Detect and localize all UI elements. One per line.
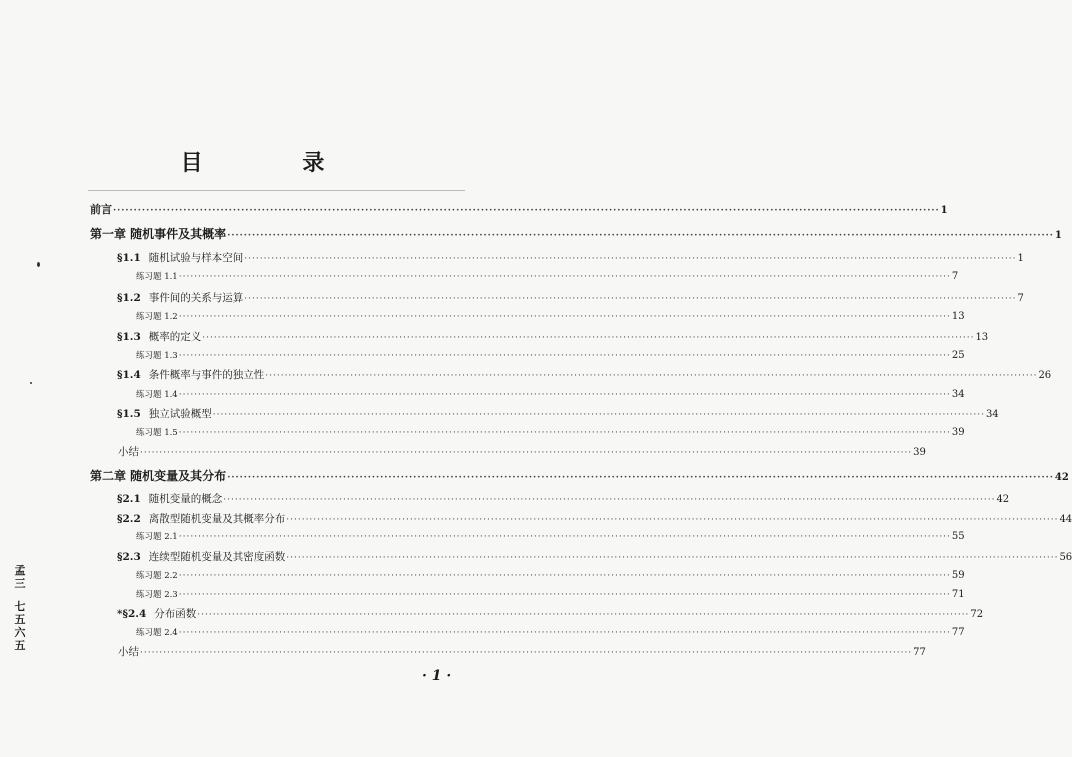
toc-section-row[interactable] — [117, 608, 984, 620]
toc-entry-label — [136, 352, 178, 361]
toc-page-number: 55 — [951, 531, 965, 542]
page-number: · 1 · — [422, 668, 452, 684]
toc-entry-label — [136, 313, 178, 322]
toc-section-number: §2.2 — [117, 513, 141, 525]
toc-entry-label — [117, 409, 212, 420]
toc-section-number: §1.3 — [117, 331, 141, 343]
toc-section-row[interactable] — [118, 646, 926, 658]
page-title: 目 录 — [180, 151, 371, 176]
toc-entry-label — [90, 204, 112, 215]
toc-entry-title: 第一章 随机事件及其概率 — [90, 227, 227, 241]
toc-leader-dots: ········································································································································································································ — [178, 590, 951, 600]
toc-entry-label — [117, 514, 285, 525]
toc-page-number: 39 — [951, 427, 965, 438]
toc-entry-label — [136, 629, 178, 638]
toc-entry-label — [117, 370, 264, 381]
toc-section-number: §1.2 — [117, 292, 141, 304]
toc-section-number: §1.4 — [117, 369, 141, 381]
toc-leader-dots: ········································································································································································································ — [178, 532, 951, 542]
toc-exercise-row[interactable] — [136, 570, 965, 581]
toc-leader-dots: ········································································································································································································ — [178, 351, 951, 361]
toc-entry-title: 练习题 1.2 — [136, 312, 178, 322]
toc-entry-label — [117, 609, 196, 620]
toc-leader-dots: ········································································································································································································ — [178, 428, 951, 438]
toc-entry-title: 离散型随机变量及其概率分布 — [148, 513, 286, 525]
toc-page-number: 42 — [996, 494, 1010, 505]
toc-entry-label — [117, 494, 222, 505]
toc-page-number: 7 — [951, 271, 959, 282]
toc-entry-label — [117, 293, 243, 304]
toc-entry-title: 练习题 2.3 — [136, 590, 178, 600]
toc-leader-dots: ········································································································································································································ — [178, 628, 951, 638]
toc-page-number: 44 — [1059, 514, 1072, 525]
toc-page-number: 25 — [951, 350, 965, 361]
toc-section-number: §2.1 — [117, 493, 141, 505]
toc-leader-dots: ········································································································································································································ — [227, 473, 1054, 483]
scan-speck — [30, 382, 32, 384]
toc-page-number: 1 — [1017, 253, 1024, 264]
toc-leader-dots: ········································································································································································································ — [178, 390, 951, 400]
toc-leader-dots: ········································································································································································································ — [178, 571, 951, 581]
toc-page-number: 56 — [1059, 552, 1072, 563]
toc-section-row[interactable] — [117, 551, 1072, 563]
toc-page-number: 71 — [951, 589, 965, 600]
toc-page-number: 34 — [985, 409, 999, 420]
toc-entry-title: 随机变量的概念 — [148, 493, 223, 505]
toc-page-number: 34 — [951, 389, 965, 400]
toc-entry-title: 练习题 1.5 — [136, 428, 178, 438]
toc-leader-dots: ········································································································································································································ — [178, 312, 951, 322]
toc-page-number: 13 — [951, 311, 965, 322]
toc-entry-label — [117, 552, 285, 563]
toc-entry-label — [136, 533, 178, 542]
toc-exercise-row[interactable] — [136, 350, 965, 361]
toc-leader-dots: ········································································································································································································ — [212, 410, 985, 420]
toc-page-number: 13 — [975, 332, 989, 343]
toc-entry-label — [90, 228, 226, 240]
toc-entry-label — [136, 429, 178, 438]
toc-entry-title: 练习题 1.4 — [136, 390, 178, 400]
toc-page-number: 39 — [913, 447, 926, 458]
toc-entry-label — [118, 647, 139, 658]
toc-entry-title: 练习题 1.1 — [136, 272, 178, 282]
toc-entry-title: 小结 — [118, 446, 139, 458]
toc-leader-dots: ········································································································································································································ — [286, 553, 1059, 563]
toc-entry-label — [117, 253, 243, 264]
toc-page-number: 26 — [1038, 370, 1052, 381]
toc-leader-dots: ········································································································································································································ — [227, 231, 1054, 241]
toc-section-number: §1.1 — [117, 252, 141, 264]
toc-entry-title: 概率的定义 — [148, 331, 202, 343]
toc-leader-dots: ········································································································································································································ — [140, 648, 913, 658]
toc-chapter-row[interactable] — [90, 469, 1069, 483]
toc-page-number: 1 — [940, 205, 948, 216]
toc-section-row[interactable] — [117, 292, 1024, 304]
margin-stamp-top: 孟三 — [14, 564, 26, 590]
toc-entry-title: 练习题 2.2 — [136, 571, 178, 581]
toc-section-number: §1.5 — [117, 408, 141, 420]
toc-leader-dots: ········································································································································································································ — [223, 495, 996, 505]
toc-entry-title: 分布函数 — [154, 608, 197, 620]
toc-section-row[interactable] — [118, 446, 926, 458]
margin-stamp-bottom: 七五六五 — [14, 600, 26, 652]
toc-page-number: 42 — [1054, 472, 1069, 483]
toc-leader-dots: ········································································································································································································ — [202, 333, 975, 343]
toc-entry-title: 事件间的关系与运算 — [148, 292, 244, 304]
toc-page-number: 1 — [1054, 230, 1062, 241]
toc-exercise-row[interactable] — [136, 389, 965, 400]
toc-page-number: 59 — [951, 570, 965, 581]
toc-entry-label — [136, 572, 178, 581]
toc-leader-dots: ········································································································································································································ — [244, 294, 1017, 304]
toc-entry-title: 练习题 1.3 — [136, 351, 178, 361]
toc-section-row[interactable] — [117, 493, 1010, 505]
toc-exercise-row[interactable] — [136, 427, 965, 438]
toc-leader-dots: ········································································································································································································ — [244, 254, 1017, 264]
toc-chapter-row[interactable] — [90, 227, 1062, 241]
toc-exercise-row[interactable] — [136, 271, 959, 282]
toc-entry-title: 第二章 随机变量及其分布 — [90, 469, 227, 483]
toc-entry-label — [117, 332, 201, 343]
toc-entry-label — [118, 447, 139, 458]
toc-exercise-row[interactable] — [136, 589, 965, 600]
scan-speck — [37, 262, 40, 267]
toc-entry-title: 小结 — [118, 646, 139, 658]
toc-page-number: 72 — [970, 609, 984, 620]
toc-exercise-row[interactable] — [136, 531, 965, 542]
toc-entry-title: 条件概率与事件的独立性 — [148, 369, 265, 381]
toc-section-row[interactable] — [117, 513, 1072, 525]
toc-section-row[interactable] — [117, 408, 999, 420]
toc-section-row[interactable] — [117, 369, 1052, 381]
toc-leader-dots: ········································································································································································································ — [140, 448, 913, 458]
toc-entry-title: 独立试验概型 — [148, 408, 212, 420]
toc-chapter-row[interactable] — [90, 203, 948, 216]
toc-entry-label — [90, 470, 226, 482]
toc-leader-dots: ········································································································································································································ — [197, 610, 970, 620]
toc-section-row[interactable] — [117, 331, 989, 343]
toc-entry-title: 练习题 2.1 — [136, 532, 178, 542]
toc-section-row[interactable] — [117, 252, 1024, 264]
toc-leader-dots: ········································································································································································································ — [286, 515, 1059, 525]
toc-entry-title: 前言 — [90, 203, 112, 216]
toc-leader-dots: ········································································································································································································ — [265, 371, 1038, 381]
toc-leader-dots: ········································································································································································································ — [113, 206, 940, 216]
toc-entry-title: 练习题 2.4 — [136, 628, 178, 638]
toc-leader-dots: ········································································································································································································ — [178, 272, 951, 282]
toc-entry-title: 连续型随机变量及其密度函数 — [148, 551, 286, 563]
toc-exercise-row[interactable] — [136, 311, 965, 322]
toc-entry-label — [136, 273, 178, 282]
toc-section-number: §2.3 — [117, 551, 141, 563]
toc-section-number: *§2.4 — [117, 608, 147, 620]
toc-entry-title: 随机试验与样本空间 — [148, 252, 244, 264]
toc-page-number: 77 — [913, 647, 926, 658]
toc-page-number: 77 — [951, 627, 965, 638]
toc-entry-label — [136, 391, 178, 400]
toc-entry-label — [136, 591, 178, 600]
toc-exercise-row[interactable] — [136, 627, 965, 638]
toc-page-number: 7 — [1017, 293, 1024, 304]
